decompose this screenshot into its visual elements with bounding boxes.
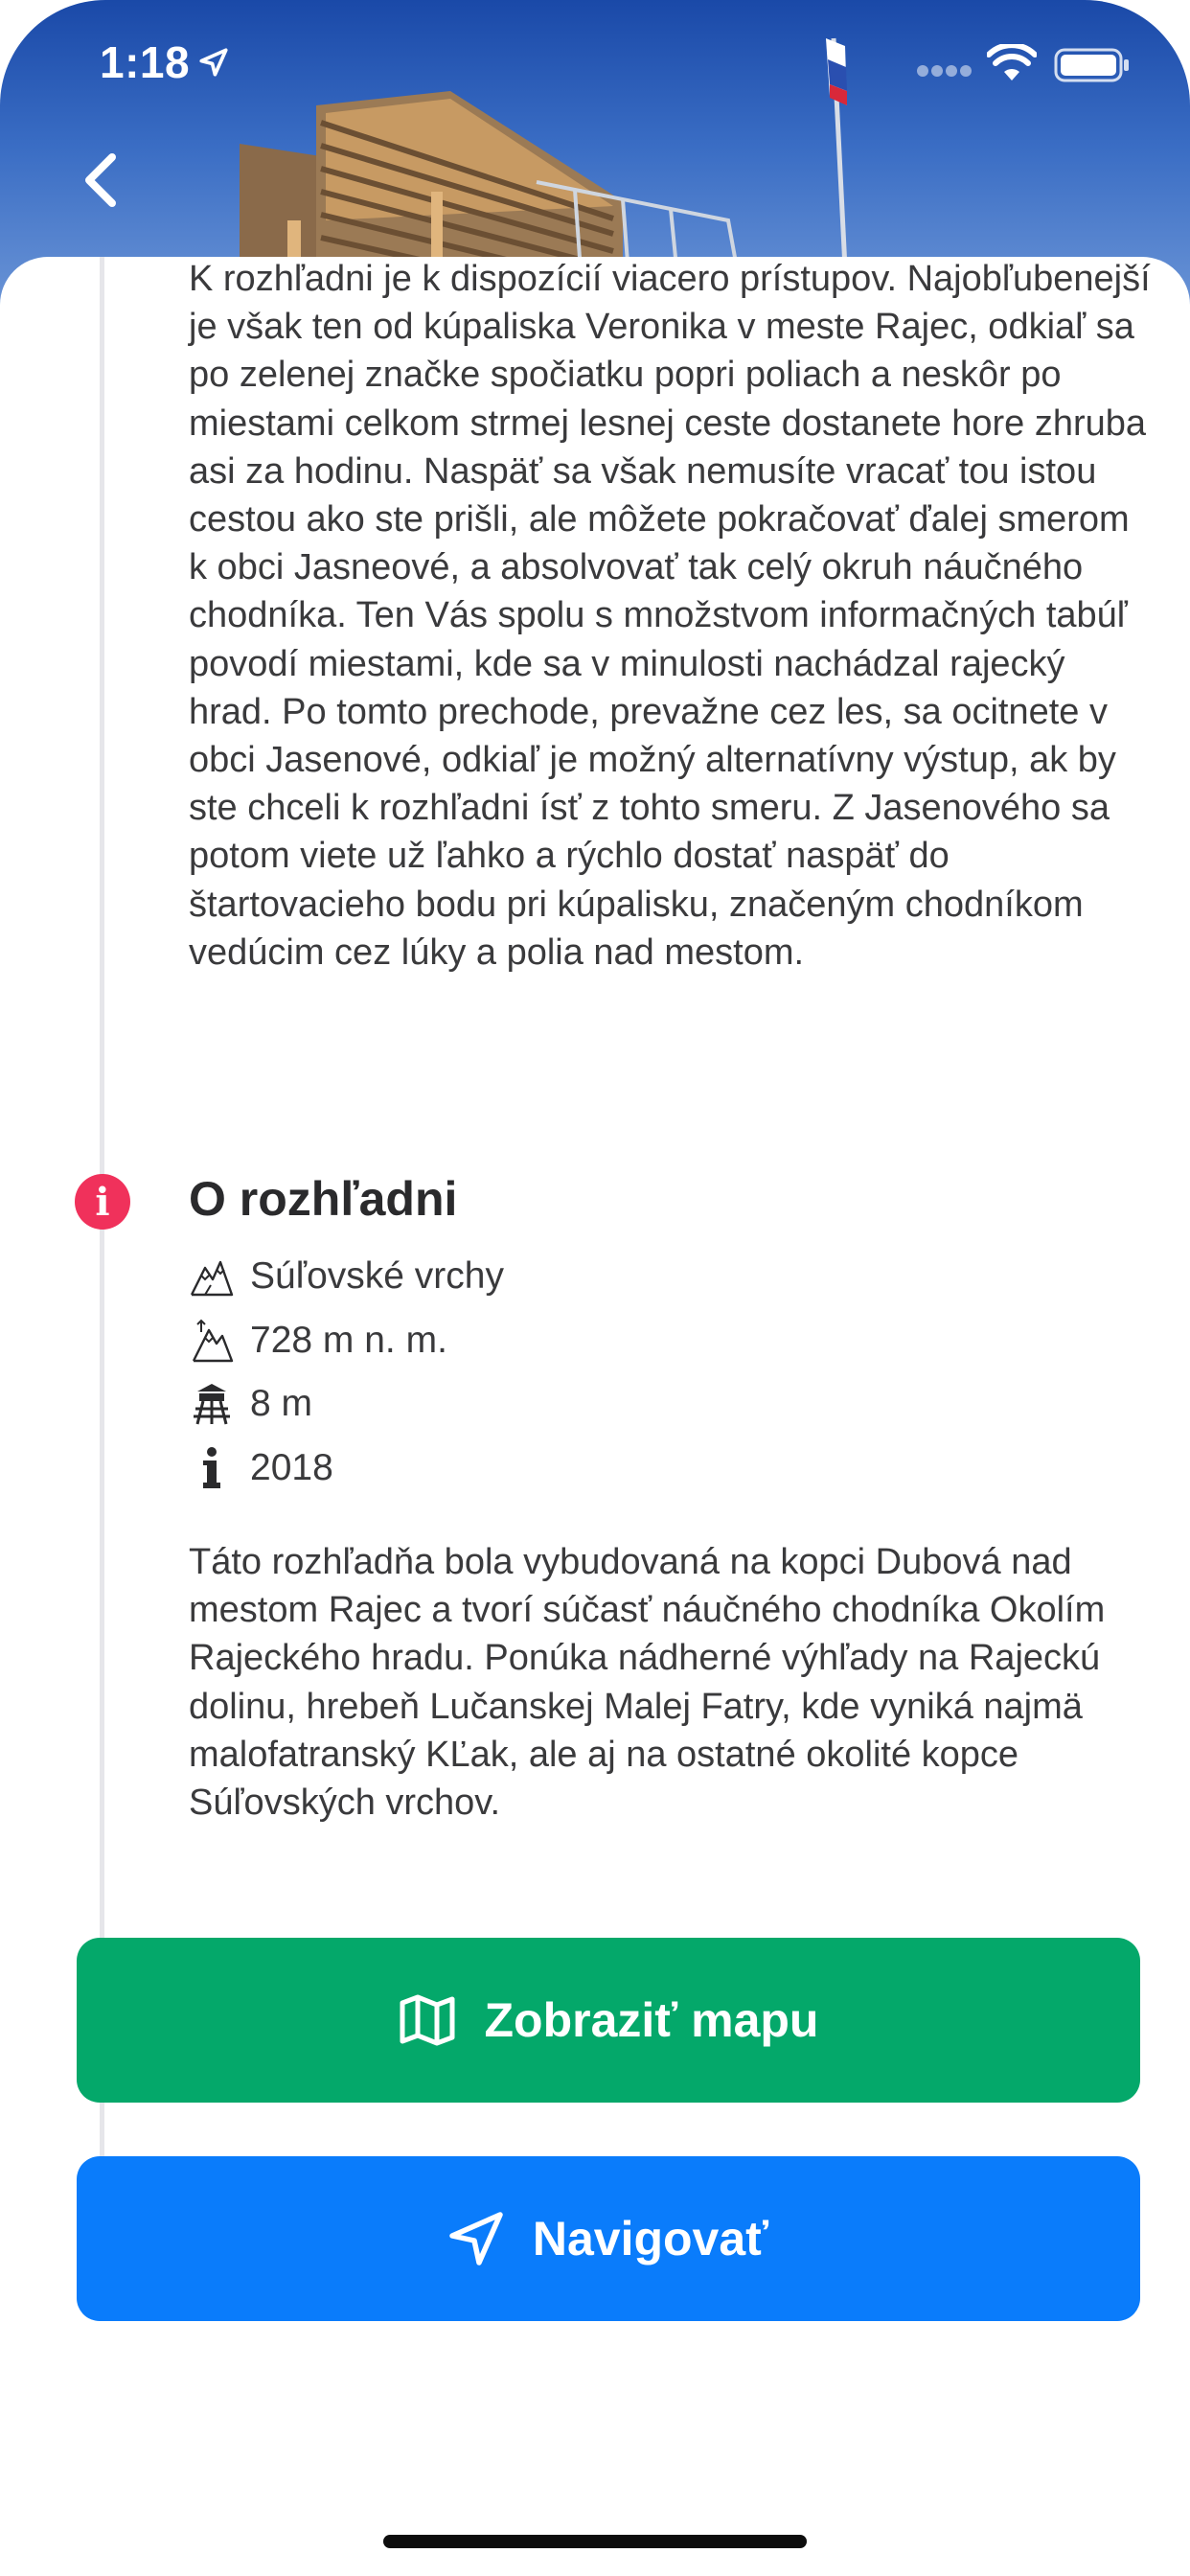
fact-year-built — [189, 1441, 333, 1495]
back-button[interactable] — [67, 144, 134, 217]
info-icon: i — [75, 1174, 130, 1230]
fact-altitude — [189, 1314, 447, 1368]
mountain-range-icon — [189, 1254, 235, 1300]
status-time: 1:18 — [100, 37, 191, 87]
location-arrow-icon — [197, 46, 230, 83]
fact-altitude-value: 728 m n. m. — [250, 1320, 447, 1361]
navigate-label: Navigovať — [532, 2212, 769, 2266]
fact-tower-height — [189, 1377, 312, 1431]
fact-year-value: 2018 — [250, 1447, 333, 1488]
mountain-peak-icon — [189, 1318, 235, 1364]
fact-mountain-range — [189, 1250, 504, 1303]
about-description: Táto rozhľadňa bola vybudovaná na kopci Dubová nad mestom Rajec a tvorí súčasť náučného chodníka Okolím Rajeckého hradu. Ponúka nádherné výhľady na Rajeckú dolinu, hrebeň Lučanskej Malej Fatry, kde vyniká najmä malofatranský KĽak, ale aj na ostatné okolité kopce Súľovských vrchov. — [189, 1542, 1106, 1824]
wifi-icon — [987, 44, 1037, 87]
about-heading: O rozhľadni — [189, 1172, 458, 1226]
fact-range-value: Súľovské vrchy — [250, 1255, 504, 1297]
lookout-tower-icon — [189, 1381, 235, 1427]
show-map-label: Zobraziť mapu — [484, 1993, 819, 2047]
chevron-left-icon — [81, 151, 120, 209]
show-map-button[interactable] — [77, 1938, 1140, 2103]
map-icon — [399, 1993, 456, 2047]
status-bar — [0, 0, 1190, 125]
cellular-signal-icon — [916, 63, 972, 83]
navigation-arrow-icon — [448, 2211, 504, 2266]
fact-height-value: 8 m — [250, 1383, 313, 1424]
navigate-button[interactable] — [77, 2156, 1140, 2321]
info-i-icon — [189, 1445, 235, 1491]
home-indicator — [383, 2535, 807, 2548]
battery-icon — [1054, 48, 1131, 87]
access-description: K rozhľadni je k dispozícií viacero prístupov. Najobľubenejší je však ten od kúpaliska Veronika v meste Rajec, odkiaľ sa po zelenej značke spočiatku popri poliach a neskôr po miestami celkom strmej lesnej ceste dostanete hore zhruba asi za hodinu. Naspäť sa však nemusíte vracať tou istou cestou ako ste prišli, ale môžete pokračovať ďalej smerom k obci Jasneové, a absolvovať tak celý okruh náučného chodníka. Ten Vás spolu s množstvom informačných tabúľ povodí miestami, kde sa v minulosti nachádzal rajecký hrad. Po tomto prechode, prevažne cez les, sa ocitnete v obci Jasenové, odkiaľ je možný alternatívny výstup, ak by ste chceli k rozhľadni ísť z tohto smeru. Z Jasenového sa potom viete už ľahko a rýchlo dostať naspäť do štartovacieho bodu pri kúpalisku, značeným chodníkom vedúcim cez lúky a polia nad mestom. — [189, 259, 1151, 973]
